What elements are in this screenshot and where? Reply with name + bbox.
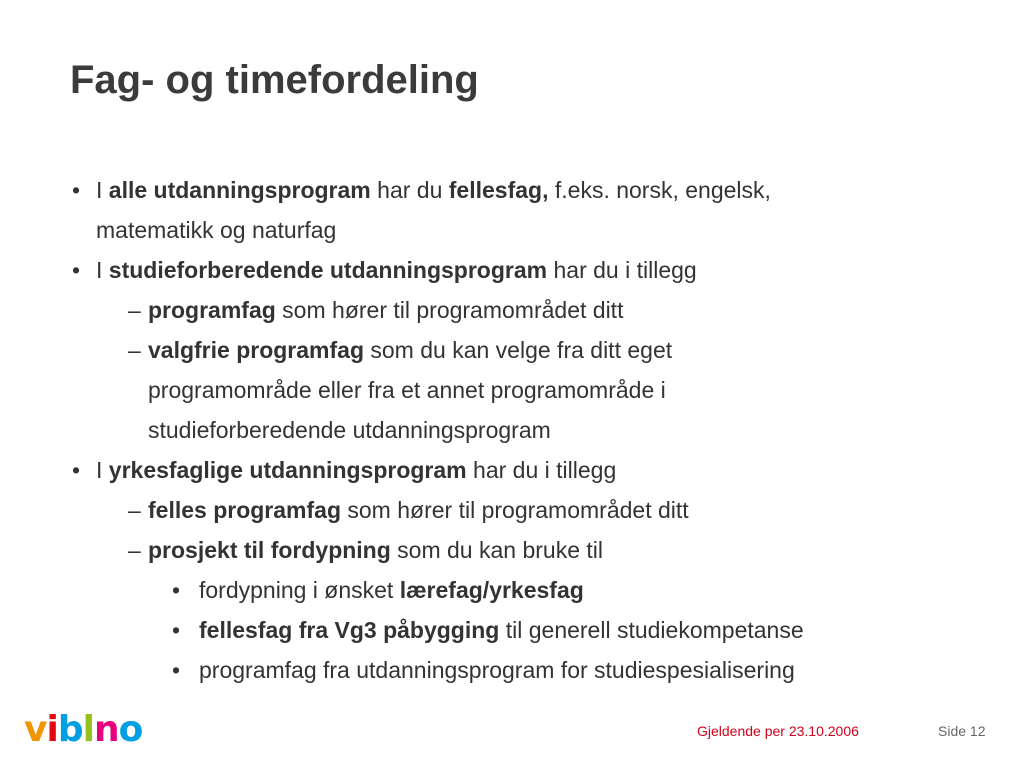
bullet-dot-icon: •: [72, 177, 81, 203]
logo-letter-o: o: [118, 709, 143, 750]
dash-bullet-icon: –: [128, 497, 141, 523]
dash-bullet-icon: –: [128, 537, 141, 563]
bullet-dot-icon: •: [72, 257, 81, 283]
logo-letter-i: i: [46, 709, 58, 750]
bullet-yrkesfaglige: • I yrkesfaglige utdanningsprogram har du i tillegg: [70, 450, 970, 490]
subsubbullet-programfag-studiespesialisering: • programfag fra utdanningsprogram for studiespesialisering: [70, 650, 970, 690]
subsubbullet-fellesfag-vg3: • fellesfag fra Vg3 påbygging til generell studiekompetanse: [70, 610, 970, 650]
logo-letter-n: n: [93, 709, 119, 750]
bullet-dot-icon: •: [172, 617, 181, 643]
bullet-list: [70, 170, 970, 690]
bullet-dot-icon: •: [172, 657, 181, 683]
bullet-studieforberedende: • I studieforberedende utdanningsprogram har du i tillegg: [70, 250, 970, 290]
logo-letter-b: b: [57, 709, 83, 750]
bullet-dot-icon: •: [172, 577, 181, 603]
bullet-continuation: matematikk og naturfag: [96, 217, 337, 243]
viblino-logo: [24, 708, 142, 752]
subbullet-continuation: studieforberedende utdanningsprogram: [148, 417, 551, 443]
dash-bullet-icon: –: [128, 337, 141, 363]
bullet-dot-icon: •: [72, 457, 81, 483]
subbullet-continuation: programområde eller fra et annet programområde i: [148, 377, 666, 403]
logo-letter-l: l: [82, 709, 94, 750]
page-number: Side 12: [938, 723, 986, 739]
footer-date: Gjeldende per 23.10.2006: [697, 723, 859, 739]
subbullet-programfag: – programfag som hører til programområdet ditt: [70, 290, 970, 330]
subbullet-felles-programfag: – felles programfag som hører til programområdet ditt: [70, 490, 970, 530]
subbullet-valgfrie-programfag: – valgfrie programfag som du kan velge fra ditt eget: [70, 330, 970, 370]
subbullet-prosjekt-til-fordypning: – prosjekt til fordypning som du kan bruke til: [70, 530, 970, 570]
dash-bullet-icon: –: [128, 297, 141, 323]
logo-letter-v: v: [24, 709, 47, 750]
bullet-alle-utdanningsprogram: • I alle utdanningsprogram har du fellesfag, f.eks. norsk, engelsk,: [70, 170, 970, 210]
subsubbullet-fordypning: • fordypning i ønsket lærefag/yrkesfag: [70, 570, 970, 610]
slide-title: Fag- og timefordeling: [70, 58, 479, 102]
